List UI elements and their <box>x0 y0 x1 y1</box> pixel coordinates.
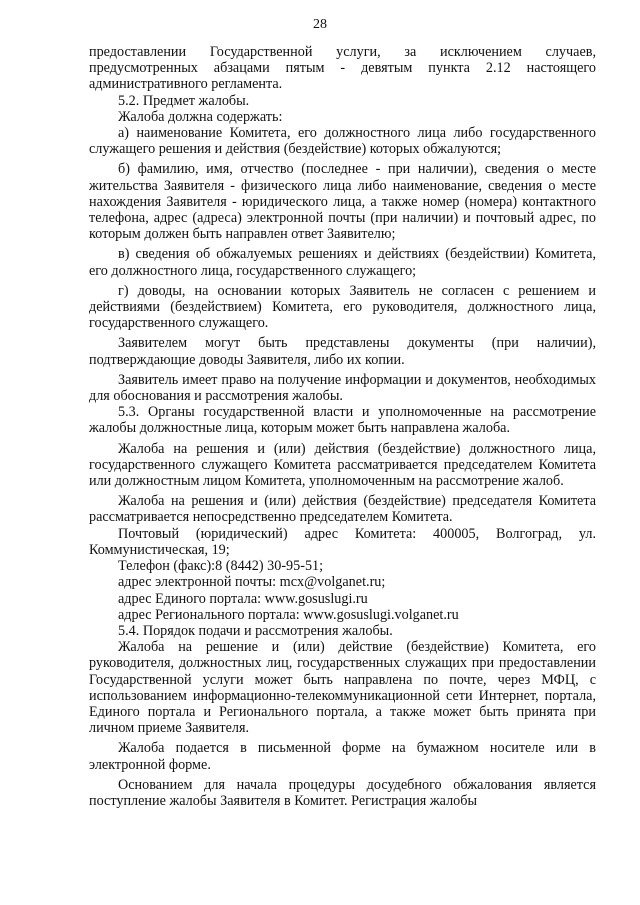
list-item-v: в) сведения об обжалуемых решениях и действиях (бездействии) Комитета, его должностного лица, государственного служащего; <box>89 246 596 279</box>
document-body <box>89 44 596 809</box>
paragraph: Жалоба должна содержать: <box>118 108 283 125</box>
section-heading-5-4: 5.4. Порядок подачи и рассмотрения жалобы. <box>118 622 393 639</box>
paragraph: Основанием для начала процедуры досудебного обжалования является поступление жалобы Заявителя в Комитет. Регистрация жалобы <box>89 776 596 809</box>
postal-address: Почтовый (юридический) адрес Комитета: 400005, Волгоград, ул. Коммунистическая, 19; <box>89 525 596 558</box>
email-address: адрес электронной почты: mcx@volganet.ru; <box>118 574 386 591</box>
section-heading-5-2: 5.2. Предмет жалобы. <box>118 92 250 109</box>
regional-portal-address: адрес Регионального портала: www.gosuslugi.volganet.ru <box>118 606 459 623</box>
paragraph-continuation: предоставлении Государственной услуги, за исключением случаев, предусмотренных абзацами пятым - девятым пункта 2.12 настоящего административного регламента. <box>89 44 596 93</box>
paragraph: Жалоба на решения и (или) действия (бездействие) председателя Комитета рассматривается непосредственно председателем Комитета. <box>89 493 596 526</box>
list-item-a: а) наименование Комитета, его должностного лица либо государственного служащего решения и действия (бездействие) которых обжалуются; <box>89 125 596 158</box>
paragraph: Жалоба на решение и (или) действие (бездействие) Комитета, его руководителя, должностных лиц, государственных служащих при предоставлении Государственной услуги может быть направлена по почте, через МФЦ, с использованием информационно-телекоммуникационной сети Интернет, портала, Единого портала и Регионального портала, а также может быть принята при личном приеме Заявителя. <box>89 639 596 737</box>
paragraph: Жалоба подается в письменной форме на бумажном носителе или в электронной форме. <box>89 740 596 773</box>
page-number: 28 <box>313 17 327 32</box>
paragraph: Заявитель имеет право на получение информации и документов, необходимых для обоснования и рассмотрения жалобы. <box>89 371 596 405</box>
paragraph: Жалоба на решения и (или) действия (бездействие) должностного лица, государственного служащего Комитета рассматривается председателем Комитета или должностным лицом Комитета, уполномоченным на рассмотрение жалоб. <box>89 440 596 490</box>
section-heading-5-3: 5.3. Органы государственной власти и уполномоченные на рассмотрение жалобы должностные лица, которым может быть направлена жалоба. <box>89 404 596 437</box>
phone-fax: Телефон (факс):8 (8442) 30-95-51; <box>118 558 324 575</box>
list-item-b: б) фамилию, имя, отчество (последнее - при наличии), сведения о месте жительства Заявителя - физического лица либо наименование, сведения о месте нахождения Заявителя - юридического лица, а также номер (номера) контактного телефона, адрес (адреса) электронной почты (при наличии) и почтовый адрес, по которым должен быть направлен ответ Заявителю; <box>89 161 596 243</box>
paragraph: Заявителем могут быть представлены документы (при наличии), подтверждающие доводы Заявителя, либо их копии. <box>89 335 596 368</box>
list-item-g: г) доводы, на основании которых Заявитель не согласен с решением и действиями (бездействием) Комитета, его руководителя, должностного лица, государственного служащего. <box>89 282 596 332</box>
unified-portal-address: адрес Единого портала: www.gosuslugi.ru <box>118 590 368 607</box>
